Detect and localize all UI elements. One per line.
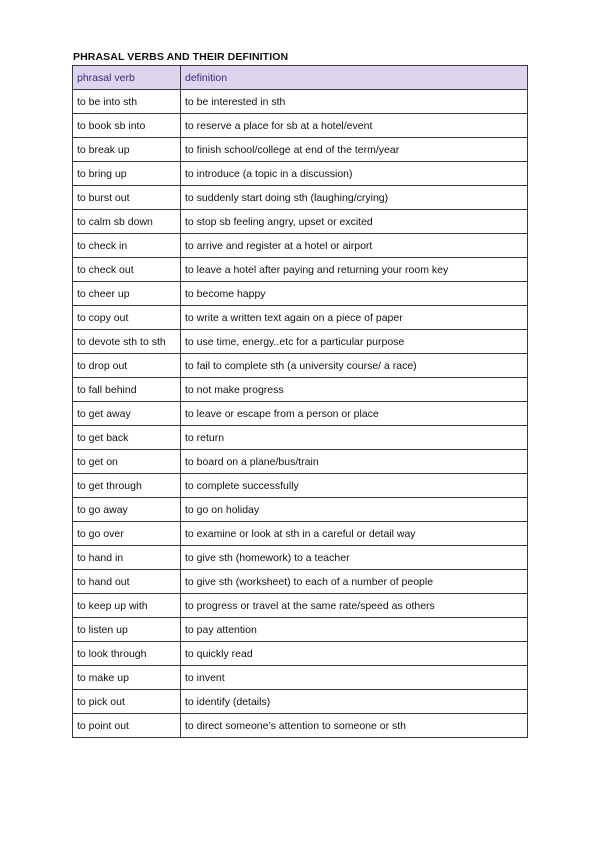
table-row (73, 642, 528, 666)
phrasal-verb-cell: to get away (73, 402, 181, 426)
phrasal-verb-cell: to hand out (73, 570, 181, 594)
definition-cell: to examine or look at sth in a careful or detail way (181, 522, 528, 546)
definition-cell: to identify (details) (181, 690, 528, 714)
definition-cell: to board on a plane/bus/train (181, 450, 528, 474)
column-header-definition: definition (181, 66, 528, 90)
definition-cell: to fail to complete sth (a university course/ a race) (181, 354, 528, 378)
phrasal-verb-cell: to bring up (73, 162, 181, 186)
phrasal-verb-cell: to get on (73, 450, 181, 474)
phrasal-verb-cell: to pick out (73, 690, 181, 714)
definition-cell: to complete successfully (181, 474, 528, 498)
definition-cell: to leave or escape from a person or place (181, 402, 528, 426)
table-row (73, 138, 528, 162)
table-row (73, 210, 528, 234)
table-row (73, 690, 528, 714)
definition-cell: to be interested in sth (181, 90, 528, 114)
phrasal-verb-cell: to point out (73, 714, 181, 738)
table-row (73, 90, 528, 114)
definition-cell: to not make progress (181, 378, 528, 402)
phrasal-verb-cell: to drop out (73, 354, 181, 378)
document-title: PHRASAL VERBS AND THEIR DEFINITION (73, 51, 289, 63)
phrasal-verb-cell: to go away (73, 498, 181, 522)
table-row (73, 306, 528, 330)
table-row (73, 258, 528, 282)
phrasal-verb-cell: to check in (73, 234, 181, 258)
table-row (73, 594, 528, 618)
table-row (73, 162, 528, 186)
table-row (73, 714, 528, 738)
definition-cell: to return (181, 426, 528, 450)
phrasal-verb-cell: to cheer up (73, 282, 181, 306)
table-row (73, 330, 528, 354)
table-row (73, 114, 528, 138)
phrasal-verb-cell: to break up (73, 138, 181, 162)
table-row (73, 450, 528, 474)
table-row (73, 666, 528, 690)
definition-cell: to suddenly start doing sth (laughing/crying) (181, 186, 528, 210)
table-row (73, 426, 528, 450)
column-header-phrasal-verb: phrasal verb (73, 66, 181, 90)
phrasal-verb-cell: to fall behind (73, 378, 181, 402)
definition-cell: to direct someone’s attention to someone or sth (181, 714, 528, 738)
definition-cell: to go on holiday (181, 498, 528, 522)
table-row (73, 234, 528, 258)
definition-cell: to reserve a place for sb at a hotel/event (181, 114, 528, 138)
definition-cell: to use time, energy..etc for a particular purpose (181, 330, 528, 354)
definition-cell: to give sth (worksheet) to each of a number of people (181, 570, 528, 594)
table-row (73, 546, 528, 570)
table-row (73, 378, 528, 402)
table-row (73, 474, 528, 498)
phrasal-verb-cell: to hand in (73, 546, 181, 570)
phrasal-verb-cell: to devote sth to sth (73, 330, 181, 354)
definition-cell: to progress or travel at the same rate/speed as others (181, 594, 528, 618)
definition-cell: to pay attention (181, 618, 528, 642)
definition-cell: to introduce (a topic in a discussion) (181, 162, 528, 186)
phrasal-verb-cell: to get back (73, 426, 181, 450)
phrasal-verb-cell: to listen up (73, 618, 181, 642)
phrasal-verb-cell: to keep up with (73, 594, 181, 618)
phrasal-verbs-table (72, 65, 528, 738)
definition-cell: to invent (181, 666, 528, 690)
definition-cell: to give sth (homework) to a teacher (181, 546, 528, 570)
table-row (73, 402, 528, 426)
table-row (73, 522, 528, 546)
table-row (73, 282, 528, 306)
definition-cell: to write a written text again on a piece of paper (181, 306, 528, 330)
table-body (73, 90, 528, 738)
phrasal-verb-cell: to go over (73, 522, 181, 546)
phrasal-verb-cell: to check out (73, 258, 181, 282)
table-row (73, 354, 528, 378)
phrasal-verb-cell: to book sb into (73, 114, 181, 138)
table-row (73, 186, 528, 210)
definition-cell: to finish school/college at end of the term/year (181, 138, 528, 162)
definition-cell: to arrive and register at a hotel or airport (181, 234, 528, 258)
phrasal-verb-cell: to copy out (73, 306, 181, 330)
definition-cell: to become happy (181, 282, 528, 306)
phrasal-verb-cell: to be into sth (73, 90, 181, 114)
phrasal-verb-cell: to look through (73, 642, 181, 666)
table-header-row (73, 66, 528, 90)
phrasal-verb-cell: to get through (73, 474, 181, 498)
definition-cell: to stop sb feeling angry, upset or excited (181, 210, 528, 234)
table-row (73, 570, 528, 594)
definition-cell: to quickly read (181, 642, 528, 666)
phrasal-verb-cell: to calm sb down (73, 210, 181, 234)
phrasal-verb-cell: to make up (73, 666, 181, 690)
table-row (73, 498, 528, 522)
definition-cell: to leave a hotel after paying and returning your room key (181, 258, 528, 282)
table-row (73, 618, 528, 642)
phrasal-verb-cell: to burst out (73, 186, 181, 210)
